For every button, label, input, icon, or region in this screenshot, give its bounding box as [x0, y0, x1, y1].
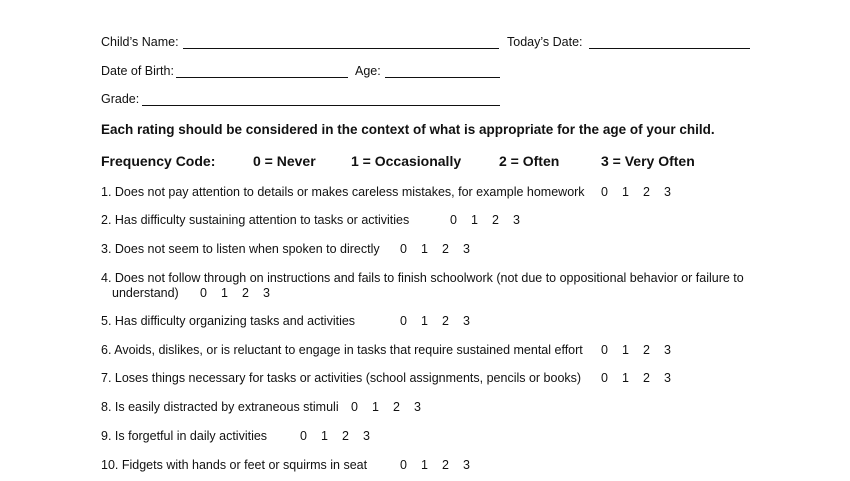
- rating-option-0[interactable]: 0: [300, 429, 307, 443]
- item-10-text: 10. Fidgets with hands or feet or squirms in seat: [101, 458, 368, 472]
- grade-label: Grade:: [101, 92, 140, 106]
- item-8-scale[interactable]: [351, 400, 435, 414]
- rating-option-2[interactable]: 2: [492, 213, 499, 227]
- rating-option-3[interactable]: 3: [363, 429, 370, 443]
- rating-option-1[interactable]: 1: [622, 185, 629, 199]
- rating-option-0[interactable]: 0: [601, 343, 608, 357]
- rating-option-3[interactable]: 3: [463, 314, 470, 328]
- rating-option-3[interactable]: 3: [463, 458, 470, 472]
- frequency-code-3: 3 = Very Often: [601, 153, 695, 169]
- item-6-text: 6. Avoids, dislikes, or is reluctant to engage in tasks that require sustained mental effort: [101, 343, 583, 357]
- child-name-label: Child’s Name:: [101, 35, 179, 49]
- rating-option-2[interactable]: 2: [342, 429, 349, 443]
- item-3-text: 3. Does not seem to listen when spoken to directly: [101, 242, 380, 256]
- grade-field[interactable]: [142, 105, 500, 106]
- frequency-code-1: 1 = Occasionally: [351, 153, 462, 169]
- rating-option-0[interactable]: 0: [450, 213, 457, 227]
- child-name-field[interactable]: [183, 48, 499, 49]
- item-7-text: 7. Loses things necessary for tasks or activities (school assignments, pencils or books): [101, 371, 582, 385]
- item-9-scale[interactable]: [300, 429, 384, 443]
- item-1-text: 1. Does not pay attention to details or makes careless mistakes, for example homework: [101, 185, 585, 199]
- item-2-scale[interactable]: [450, 213, 534, 227]
- rating-option-1[interactable]: 1: [421, 314, 428, 328]
- rating-option-3[interactable]: 3: [414, 400, 421, 414]
- rating-option-2[interactable]: 2: [242, 286, 249, 300]
- item-6-scale[interactable]: [601, 343, 685, 357]
- rating-option-1[interactable]: 1: [421, 242, 428, 256]
- item-4-scale[interactable]: [200, 286, 284, 300]
- rating-option-2[interactable]: 2: [643, 371, 650, 385]
- frequency-code-0: 0 = Never: [253, 153, 316, 169]
- frequency-code-2: 2 = Often: [499, 153, 560, 169]
- rating-option-2[interactable]: 2: [643, 343, 650, 357]
- todays-date-field[interactable]: [589, 48, 750, 49]
- rating-option-3[interactable]: 3: [263, 286, 270, 300]
- rating-option-1[interactable]: 1: [321, 429, 328, 443]
- rating-option-1[interactable]: 1: [221, 286, 228, 300]
- item-9-text: 9. Is forgetful in daily activities: [101, 429, 268, 443]
- rating-option-1[interactable]: 1: [471, 213, 478, 227]
- item-4-text-continued: understand): [112, 286, 179, 300]
- rating-option-2[interactable]: 2: [442, 242, 449, 256]
- item-3-scale[interactable]: [400, 242, 484, 256]
- item-4-text: 4. Does not follow through on instructions and fails to finish schoolwork (not due to oppositional behavior or failure to: [101, 271, 744, 285]
- dob-label: Date of Birth:: [101, 64, 174, 78]
- dob-field[interactable]: [176, 77, 348, 78]
- rating-option-3[interactable]: 3: [664, 343, 671, 357]
- rating-option-3[interactable]: 3: [664, 185, 671, 199]
- item-1-scale[interactable]: [601, 185, 685, 199]
- rating-option-1[interactable]: 1: [622, 343, 629, 357]
- rating-option-0[interactable]: 0: [351, 400, 358, 414]
- rating-option-1[interactable]: 1: [622, 371, 629, 385]
- rating-option-3[interactable]: 3: [664, 371, 671, 385]
- item-10-scale[interactable]: [400, 458, 484, 472]
- rating-option-0[interactable]: 0: [400, 314, 407, 328]
- rating-option-2[interactable]: 2: [442, 314, 449, 328]
- rating-option-2[interactable]: 2: [393, 400, 400, 414]
- rating-option-0[interactable]: 0: [200, 286, 207, 300]
- rating-option-1[interactable]: 1: [421, 458, 428, 472]
- todays-date-label: Today’s Date:: [507, 35, 583, 49]
- item-5-scale[interactable]: [400, 314, 484, 328]
- item-7-scale[interactable]: [601, 371, 685, 385]
- age-field[interactable]: [385, 77, 500, 78]
- rating-option-1[interactable]: 1: [372, 400, 379, 414]
- rating-option-3[interactable]: 3: [463, 242, 470, 256]
- rating-option-3[interactable]: 3: [513, 213, 520, 227]
- item-2-text: 2. Has difficulty sustaining attention to tasks or activities: [101, 213, 410, 227]
- rating-option-0[interactable]: 0: [601, 185, 608, 199]
- rating-instruction: Each rating should be considered in the context of what is appropriate for the age of your child.: [101, 122, 715, 137]
- frequency-code-label: Frequency Code:: [101, 153, 216, 169]
- rating-option-0[interactable]: 0: [400, 458, 407, 472]
- rating-option-0[interactable]: 0: [601, 371, 608, 385]
- rating-option-2[interactable]: 2: [643, 185, 650, 199]
- rating-option-0[interactable]: 0: [400, 242, 407, 256]
- rating-option-2[interactable]: 2: [442, 458, 449, 472]
- age-label: Age:: [355, 64, 381, 78]
- item-8-text: 8. Is easily distracted by extraneous stimuli: [101, 400, 339, 414]
- item-5-text: 5. Has difficulty organizing tasks and activities: [101, 314, 356, 328]
